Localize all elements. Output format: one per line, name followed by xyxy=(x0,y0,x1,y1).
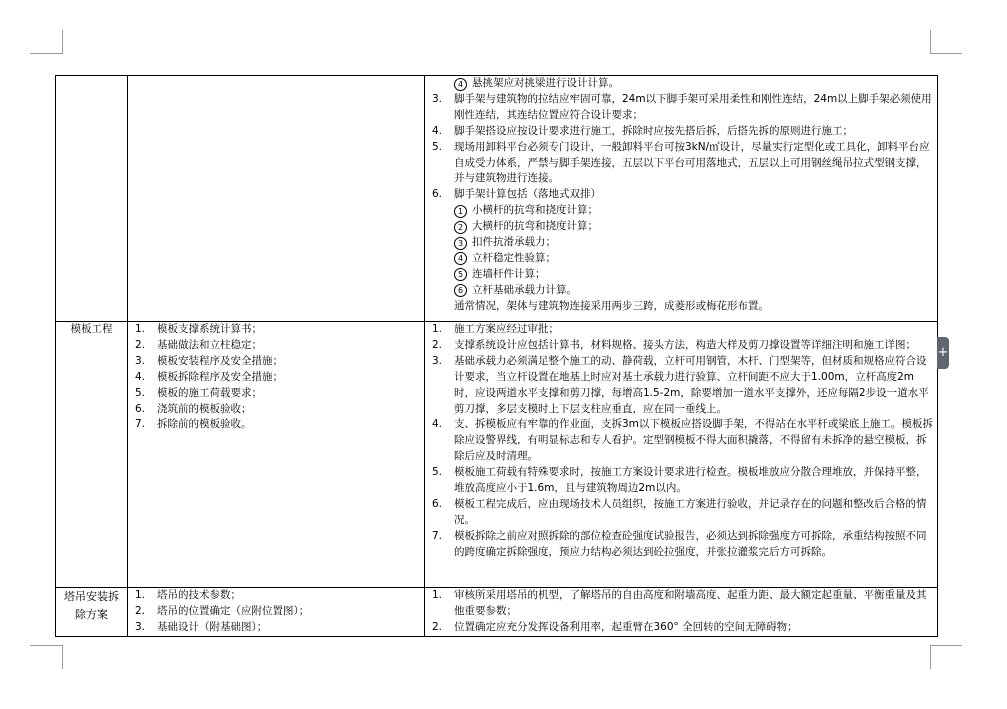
item-number: 1. xyxy=(135,323,146,335)
item-number: 1. xyxy=(432,589,443,601)
item-text: 支、拆模板应有牢靠的作业面，支拆3m以下模板应搭设脚手架，不得站在水平杆或梁底上施工。模板拆除应设警界线，有明显标志和专人看护。定型钢模板不得大面积撬落，不得留有未拆净的悬空模板，拆除后应及时清理。 xyxy=(454,418,933,463)
item-text: 现场用卸料平台必须专门设计，一般卸料平台可按3kN/㎡设计，尽量实行定型化或工具化，卸料平台应自成受力体系，严禁与脚手架连接，五层以下平台可用落地式，五层以上可用钢丝绳吊拉式型钢支撑，并与建筑物进行连接。 xyxy=(454,140,930,185)
sub-list-item xyxy=(428,219,934,235)
list-item xyxy=(428,338,934,354)
item-number: 1. xyxy=(135,589,146,601)
sub-list-item xyxy=(428,203,934,219)
list-item xyxy=(131,588,421,604)
category-label: 塔吊安装拆除方案 xyxy=(64,590,119,621)
crop-mark-tr-v xyxy=(930,30,931,54)
requirements-table xyxy=(55,75,938,637)
item-text: 悬挑架应对挑梁进行设计计算。 xyxy=(472,77,619,89)
item-text: 基础承载力必须满足整个施工的动、静荷载，立杆可用钢管，木杆、门型架等，但材质和规格应符合设计要求，当立杆设置在地基上时应对基土承载力进行验算、立杆间距不应大于1.00m，立杆高度2m时，应设两道水平支撑和剪刀撑，每增高1.5-2m，除要增加一道水平支撑外，还应每隔2步设一道水平剪刀撑，多层支模时上下层支柱应垂直，应在同一垂线上。 xyxy=(454,354,929,415)
item-number: 6. xyxy=(432,497,443,510)
category-label: 模板工程 xyxy=(70,323,113,335)
crop-mark-br-v xyxy=(930,645,931,669)
item-text: 审核所采用塔吊的机型，了解塔吊的自由高度和附墙高度、起重力距、最大额定起重量、平衡重量及其他重要参数； xyxy=(454,589,927,617)
item-text: 拆除前的模板验收。 xyxy=(157,418,252,431)
list-item xyxy=(428,187,934,203)
requirements-cell xyxy=(425,76,938,322)
item-text: 基础做法和立柱稳定； xyxy=(157,338,262,351)
list-item xyxy=(428,124,934,140)
item-number: 6. xyxy=(432,188,443,201)
circled-number: 4 xyxy=(454,252,467,265)
item-number: 3. xyxy=(135,620,146,633)
item-text: 连墙杆件计算； xyxy=(472,267,546,280)
list-item xyxy=(131,604,421,620)
item-number: 2. xyxy=(432,338,443,351)
circled-number: 6 xyxy=(454,284,467,297)
circled-number: 1 xyxy=(454,205,467,218)
item-text: 立杆基础承载力计算。 xyxy=(472,283,577,296)
item-number: 5. xyxy=(432,466,443,479)
circled-number: 3 xyxy=(454,237,467,250)
list-item xyxy=(131,417,421,433)
item-text: 浇筑前的模板验收； xyxy=(157,402,252,415)
crop-mark-br-h xyxy=(930,645,962,646)
item-number: 4. xyxy=(135,370,146,383)
item-text: 脚手架计算包括（落地式双排） xyxy=(454,188,601,201)
item-number: 2. xyxy=(135,338,146,351)
crop-mark-tl-v xyxy=(62,30,63,54)
list-item xyxy=(428,497,934,529)
checklist-items-cell xyxy=(128,588,425,637)
sub-list-item xyxy=(428,251,934,267)
list-item xyxy=(428,322,934,338)
item-text: 模板支撑系统计算书； xyxy=(157,323,262,335)
item-number: 3. xyxy=(432,354,443,367)
list-item xyxy=(428,529,934,561)
circled-number: 5 xyxy=(454,268,467,281)
circled-number: 4 xyxy=(454,78,467,91)
list-item xyxy=(131,338,421,354)
item-number: 4. xyxy=(432,124,443,137)
table-row xyxy=(56,322,938,588)
checklist-items-cell xyxy=(128,76,425,322)
list-item xyxy=(131,322,421,338)
list-item xyxy=(428,140,934,188)
requirements-cell xyxy=(425,588,938,637)
table-row xyxy=(56,588,938,637)
item-number: 4. xyxy=(432,418,443,431)
crop-mark-tr-h xyxy=(930,53,962,54)
requirements-cell xyxy=(425,322,938,588)
circled-number: 2 xyxy=(454,221,467,234)
list-item xyxy=(428,620,934,636)
item-number: 2. xyxy=(432,620,443,633)
item-number: 7. xyxy=(432,529,443,542)
sub-list-item xyxy=(428,76,934,92)
checklist-items-cell xyxy=(128,322,425,588)
sub-list-item xyxy=(428,267,934,283)
sub-list-item xyxy=(428,283,934,299)
item-number: 5. xyxy=(135,386,146,399)
item-text: 模板拆除程序及安全措施； xyxy=(157,370,283,383)
crop-mark-bl-v xyxy=(62,645,63,669)
table-row xyxy=(56,76,938,322)
list-item xyxy=(428,417,934,465)
list-item xyxy=(131,370,421,386)
item-text: 脚手架搭设应按设计要求进行施工，拆除时应按先搭后拆，后搭先拆的原则进行施工； xyxy=(454,124,853,137)
item-text: 扣件抗滑承载力； xyxy=(472,236,556,249)
item-text: 塔吊的技术参数； xyxy=(157,589,241,601)
item-text: 模板安装程序及安全措施； xyxy=(157,354,283,367)
item-text: 模板的施工荷载要求； xyxy=(157,386,262,399)
list-item xyxy=(428,354,934,418)
item-text: 施工方案应经过审批； xyxy=(454,323,559,335)
list-item xyxy=(131,386,421,402)
item-number: 1. xyxy=(432,323,443,335)
crop-mark-bl-h xyxy=(30,645,62,646)
item-text: 塔吊的位置确定（应附位置图）； xyxy=(157,604,310,617)
expand-panel-button[interactable] xyxy=(937,337,949,369)
item-text: 支撑系统设计应包括计算书，材料规格、接头方法，构造大样及剪刀撑设置等详细注明和施工详图； xyxy=(454,338,916,351)
note-line xyxy=(428,299,934,315)
item-number: 3. xyxy=(432,92,443,105)
item-text: 立杆稳定性验算； xyxy=(472,251,556,264)
plus-icon: + xyxy=(937,345,949,360)
item-text: 大横杆的抗弯和挠度计算； xyxy=(472,220,598,233)
item-text: 模板施工荷载有特殊要求时，按施工方案设计要求进行检查。模板堆放应分散合理堆放，并保持平整，堆放高度应小于1.6m，且与建筑物周边2m以内。 xyxy=(454,466,927,495)
category-cell xyxy=(56,588,128,637)
item-text: 脚手架与建筑物的拉结应牢固可靠，24m以下脚手架可采用柔性和刚性连结，24m以上脚手架必须使用刚性连结，其连结位置应符合设计要求； xyxy=(454,92,932,121)
category-cell xyxy=(56,322,128,588)
list-item xyxy=(428,92,934,124)
list-item xyxy=(428,588,934,620)
list-item xyxy=(131,620,421,636)
sub-list-item xyxy=(428,235,934,251)
item-text: 基础设计（附基础图）； xyxy=(157,620,268,633)
item-text: 模板工程完成后，应由现场技术人员组织，按施工方案进行验收，并记录存在的问题和整改后合格的情况。 xyxy=(454,497,927,526)
list-item xyxy=(428,465,934,497)
item-number: 5. xyxy=(432,140,443,153)
list-item xyxy=(131,354,421,370)
item-number: 2. xyxy=(135,604,146,617)
item-number: 6. xyxy=(135,402,146,415)
item-text: 小横杆的抗弯和挠度计算； xyxy=(472,204,598,217)
category-cell xyxy=(56,76,128,322)
crop-mark-tl-h xyxy=(30,53,62,54)
item-text: 位置确定应充分发挥设备利用率，起重臂在360° 全回转的空间无障碍物； xyxy=(454,620,798,633)
item-number: 7. xyxy=(135,418,146,431)
item-text: 通常情况，架体与建筑物连接采用两步三跨，成菱形或梅花形布置。 xyxy=(454,299,769,312)
item-text: 模板拆除之前应对照拆除的部位检查砼强度试验报告，必须达到拆除强度方可拆除，承重结构按照不同的跨度确定拆除强度，预应力结构必须达到砼拉强度，并张拉灌浆完后方可拆除。 xyxy=(454,529,927,558)
list-item xyxy=(131,402,421,418)
item-number: 3. xyxy=(135,354,146,367)
